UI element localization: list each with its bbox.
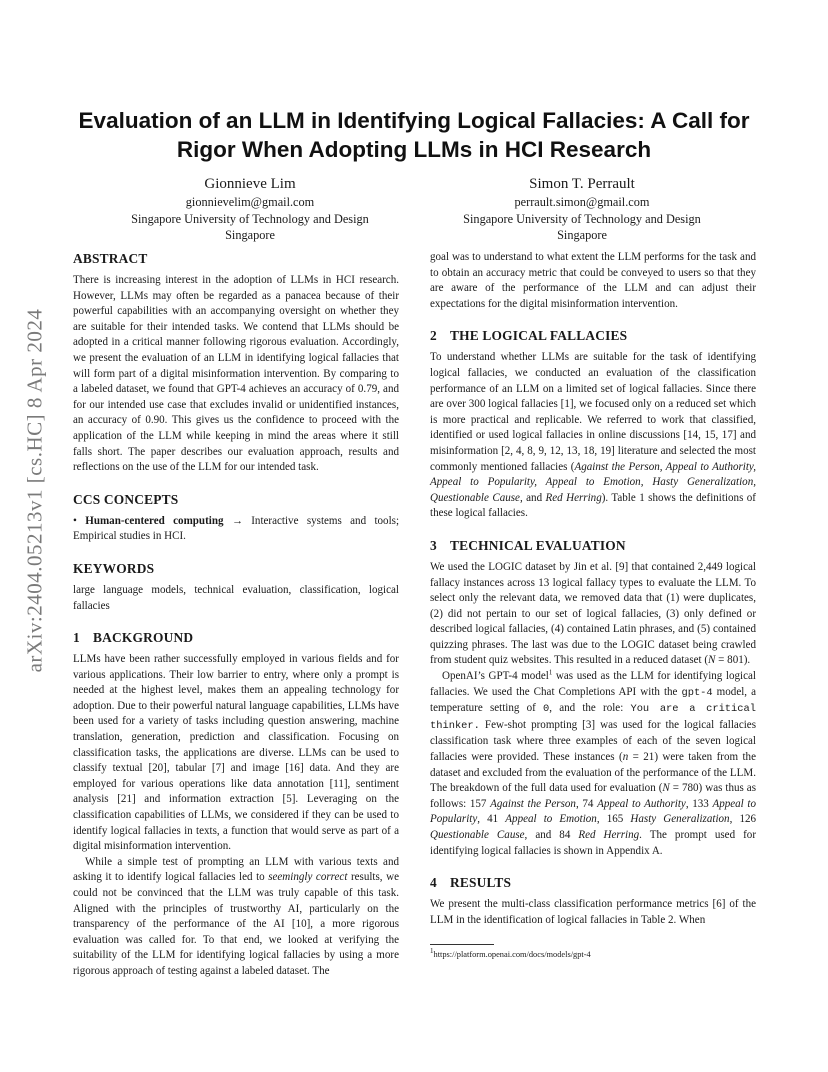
text-run: , and 84 (524, 829, 579, 841)
abstract-heading: ABSTRACT (73, 251, 148, 266)
section-number: 1 (73, 630, 80, 646)
text-run: , 133 (685, 797, 713, 810)
section-4-heading (430, 874, 756, 892)
section-number: 4 (430, 875, 437, 891)
author-email: perrault.simon@gmail.com (514, 195, 650, 209)
footnote (430, 949, 756, 960)
section-title: TECHNICAL EVALUATION (450, 537, 626, 553)
text-run: OpenAI’s GPT-4 model (442, 670, 549, 683)
keywords-heading: KEYWORDS (73, 560, 155, 576)
footnote-number: 1 (430, 947, 434, 956)
keywords-text: large language models, technical evaluation, classification, logical fallacies (73, 583, 399, 612)
background-paragraph-2 (73, 855, 399, 980)
author-name: Simon T. Perrault (529, 176, 635, 192)
section-number: 2 (430, 328, 437, 344)
emphasis: N (662, 782, 670, 795)
emphasis: Red Herring (578, 829, 640, 841)
emphasis: Red Herring (545, 491, 602, 504)
technical-paragraph-1 (430, 560, 756, 669)
text-run: Few-shot prompting [3] was used for the logical fallacies classification task where three examples of each of the seven logical fallacies were provided. These instances ( (430, 718, 756, 764)
emphasis: Appeal to Authority (597, 797, 686, 810)
emphasis: Appeal to Emotion (505, 813, 597, 826)
ccs-rest: Interactive systems and tools; Empirical studies in HCI. (73, 514, 400, 543)
background-continuation: goal was to understand to what extent the LLM performs for the task and to obtain an accuracy metric that could be conveyed to users so that they are aware of the performance of the LLM and can adjust their expectations for the digital misinformation intervention. (430, 251, 756, 310)
text-run: While a simple test of prompting an LLM with various texts and asking it to identify logical fallacies led to (73, 855, 399, 884)
emphasis: n (622, 751, 629, 764)
author-country: Singapore (557, 228, 607, 242)
background-paragraph-1: LLMs have been rather successfully employed in various fields and for various applications. Their low barrier to entry, where only a prompt is needed at the highest level, makes them an appealing technology for adoption. Due to their powerful natural language capabilities, LLMs have been used for a variety of tasks including question answering, machine translation, generation, prediction and classification. Focusing on classification tasks, the applications are diverse. LLMs can be used to classify textual [20], tabular [7] and image [16] data. And they are employed for various operations like data annotation [11], sentiment analysis [21] and information extraction [5]. Leveraging on the classification capabilities of LLMs, we considered if they can be used to identify logical fallacies in texts, a function that would serve as part of a digital misinformation intervention. (73, 653, 399, 853)
author-country: Singapore (225, 228, 275, 242)
emphasis: Appeal to Popularity (430, 797, 756, 826)
fallacies-paragraph (430, 350, 756, 522)
left-column (73, 250, 399, 980)
section-title: THE LOGICAL FALLACIES (450, 328, 628, 344)
author-block-2 (414, 175, 750, 244)
ccs-text (73, 514, 399, 545)
text-run: , and the role: (549, 702, 631, 715)
paper-title: Evaluation of an LLM in Identifying Logical Fallacies: A Call for Rigor When Adopting LLMs in HCI Research (78, 108, 750, 162)
text-run: , 165 (596, 813, 631, 826)
text-run: = 21) were taken from the dataset and excluded from the evaluation of the performance of the LLM. The breakdown of the full data used for evaluation ( (430, 751, 756, 795)
arxiv-id: arXiv:2404.05213v1 [cs.HC] 8 Apr 2024 (22, 308, 47, 672)
section-3-heading (430, 537, 756, 555)
ccs-arrow: → (231, 514, 243, 527)
text-run: We used the LOGIC dataset by Jin et al. [9] that contained 2,449 logical fallacy instances across 13 logical fallacy types to evaluate the LLM. To select only the relevant data, we removed data that (1) were duplicates, (2) did not pertain to our set of logical fallacies, (3) only defined or described logical fallacies, (4) contained Latin phrases, and (5) contained quizzing phrases. The last was due to the LOGIC dataset being crawled from student quiz websites. This resulted in a reduced dataset ( (430, 560, 756, 667)
text-run: , 74 (575, 797, 598, 810)
results-paragraph: We present the multi-class classification performance metrics [6] of the LLM in the identification of logical fallacies in Table 2. When (430, 898, 756, 926)
author-affiliation: Singapore University of Technology and Design (131, 211, 369, 226)
right-column (430, 250, 756, 928)
text-run: was used as the LLM for identifying logical fallacies. We used the Chat Completions API with the (430, 670, 756, 698)
footnote-url[interactable]: https://platform.openai.com/docs/models/gpt-4 (433, 950, 591, 959)
text-run: = 801). (715, 654, 751, 667)
ccs-bold-term: Human-centered computing (85, 514, 224, 527)
section-2-heading (430, 327, 756, 345)
author-affiliation: Singapore University of Technology and Design (463, 211, 701, 226)
author-name: Gionnieve Lim (204, 176, 296, 192)
text-run: ). Table 1 shows the definitions of these logical fallacies. (430, 491, 756, 520)
text-run: To understand whether LLMs are suitable for the task of identifying logical fallacies, we conducted an evaluation of the classification performance of an LLM on a limited set of logical fallacies. Since there are over 300 logical fallacies [1], we focused only on a reduced set which is more practical and replicable. We referred to work that classified, identified or used logical fallacies in online discussions [14, 15, 17] and misinformation [2, 4, 8, 9, 12, 13, 18, 19] literature and selected the most commonly mentioned fallacies ( (430, 351, 756, 473)
text-run: , 126 (729, 813, 757, 826)
emphasis: Against the Person, Appeal to Authority, Appeal to Popularity, Appeal to Emotion, Hasty Generalization, Questionable Cause, (430, 460, 756, 504)
code-span: 0 (542, 703, 550, 716)
emphasis: seemingly correct (268, 871, 348, 884)
text-run: results, we could not be convinced that the LLM was truly capable of this task. Aligned with the principles of trustworthy AI, particularly on the transparency of the performance of the AI [10], a more rigorous evaluation was called for. To that end, we looked at verifying the suitability of the LLM for identifying logical fallacies by using a more rigorous approach of testing against a labeled dataset. The (73, 871, 399, 977)
emphasis: N (708, 654, 716, 667)
abstract-text: There is increasing interest in the adoption of LLMs in HCI research. However, LLMs may often be regarded as a panacea because of their powerful capabilities with an accompanying oversight on whether they are suitable for their intended tasks. We contend that LLMs should be adopted in a critical manner following rigorous evaluation. Accordingly, we present the evaluation of an LLM in identifying logical fallacies that will form part of a digital misinformation intervention. By comparing to a labeled dataset, we found that GPT-4 achieves an accuracy of 0.79, and for our intended use case that excludes invalid or unidentified instances, an accuracy of 0.90. This gives us the confidence to proceed with the application of the LLM while keeping in mind the areas where it still falls short. The paper describes our evaluation approach, results and reflections on the use of the LLM for our intended task. (73, 274, 399, 474)
ccs-heading: CCS CONCEPTS (73, 491, 179, 507)
code-span: You are a critical thinker. (430, 703, 756, 732)
arxiv-stamp (14, 290, 56, 690)
text-run: , 41 (477, 813, 506, 826)
emphasis: Against the Person (490, 797, 576, 810)
author-block-1 (80, 175, 420, 244)
footnote-marker: 1 (548, 668, 553, 677)
section-title: RESULTS (450, 875, 512, 891)
footnote-divider (430, 944, 494, 945)
section-title: BACKGROUND (93, 630, 194, 646)
code-span: gpt-4 (681, 686, 713, 699)
emphasis: Hasty Generalization (630, 813, 730, 826)
text-run: and (522, 491, 546, 504)
text-run: model, a temperature setting of (430, 685, 756, 715)
section-number: 3 (430, 537, 437, 553)
ccs-bullet: • (73, 514, 77, 527)
author-email: gionnievelim@gmail.com (185, 195, 315, 209)
technical-paragraph-2 (430, 669, 756, 859)
emphasis: Questionable Cause (430, 829, 525, 841)
text-run: = 780) was thus as follows: 157 (430, 782, 756, 810)
text-run: . The prompt used for identifying logical fallacies is shown in Appendix A. (430, 829, 757, 857)
section-1-heading (73, 629, 399, 647)
